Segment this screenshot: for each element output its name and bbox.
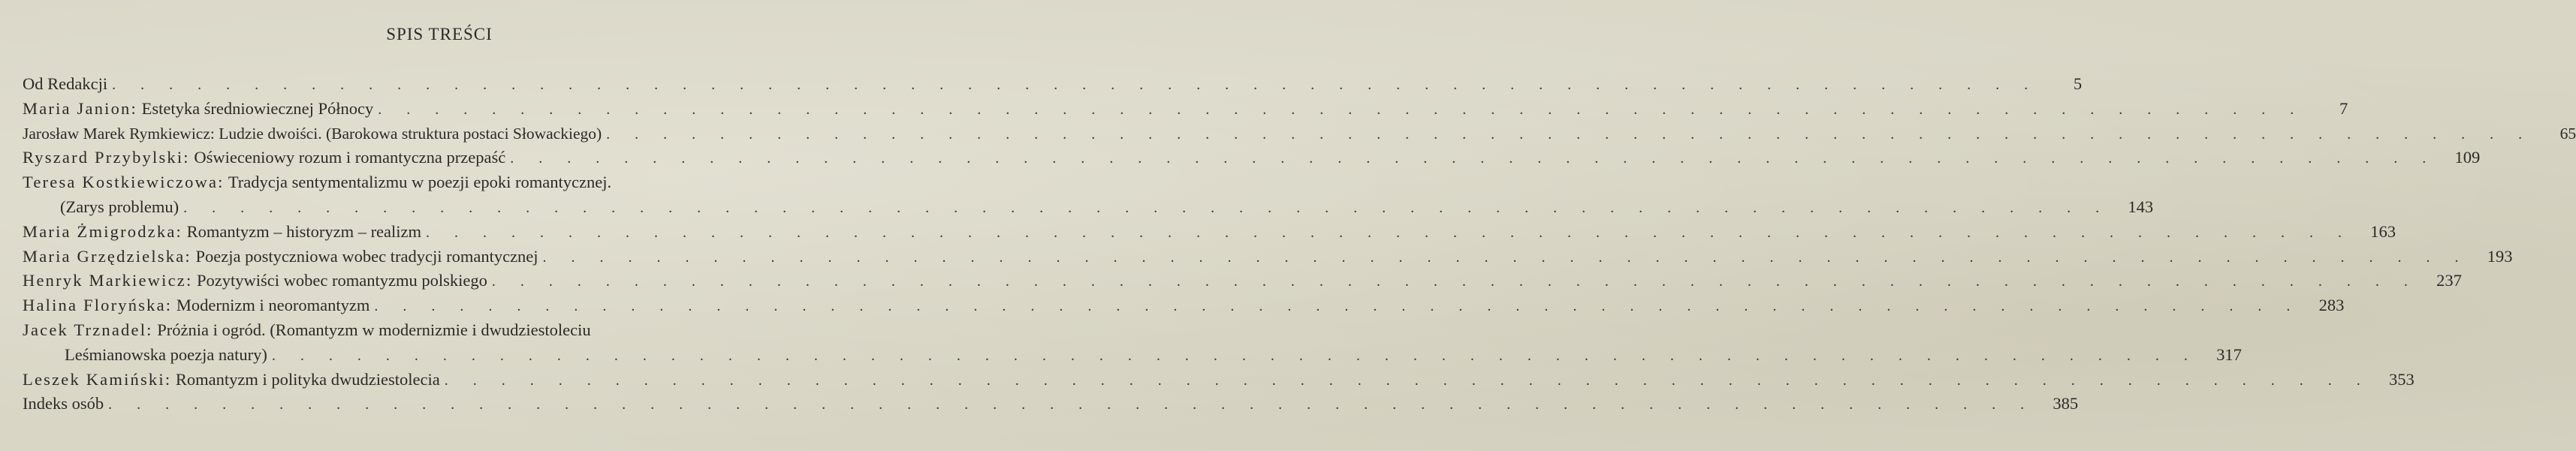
entry-title: Modernizm i neoromantyzm <box>176 296 370 315</box>
table-of-contents <box>23 72 2576 416</box>
entry-author: Jarosław Marek Rymkiewicz: <box>23 124 215 143</box>
toc-entry <box>23 122 2576 146</box>
dot-leader: . . . . . . . . . . . . . . . . . . . . . . . . . . . . . . . . . . . . . . . . . . . . . . . . . . . . . . . . . . . . . . . . . . . . <box>378 101 2305 118</box>
page-number: 7 <box>2339 98 2348 118</box>
entry-title: Indeks osób <box>23 394 104 413</box>
toc-entry <box>23 170 856 195</box>
toc-entry-continuation <box>23 195 2154 220</box>
toc-entry <box>23 220 2397 245</box>
page-number: 5 <box>2073 74 2083 93</box>
toc-entry <box>23 318 856 343</box>
dot-leader: . . . . . . . . . . . . . . . . . . . . . . . . . . . . . . . . . . . . . . . . . . . . . . . . . . . . . . . . . . . . . . . . . . . . <box>444 371 2371 389</box>
entry-author: Jacek Trznadel: <box>23 320 153 339</box>
entry-title: Romantyzm i polityka dwudziestolecia <box>175 369 440 389</box>
toc-entry <box>23 97 2348 122</box>
page-number: 143 <box>2128 197 2154 216</box>
toc-entry <box>23 293 2345 318</box>
entry-title: Poezja postyczniowa wobec tradycji romantycznej <box>195 246 538 266</box>
dot-leader: . . . . . . . . . . . . . . . . . . . . . . . . . . . . . . . . . . . . . . . . . . . . . . . . . . . . . . . . . . . . . . . . . . . . <box>510 150 2437 167</box>
dot-leader: . . . . . . . . . . . . . . . . . . . . . . . . . . . . . . . . . . . . . . . . . . . . . . . . . . . . . . . . . . . . . . . . . . . . <box>108 396 2035 413</box>
toc-entry <box>23 245 2513 269</box>
toc-entry <box>23 146 2481 170</box>
entry-author: Maria Janion: <box>23 98 137 118</box>
page-number: 237 <box>2436 271 2462 290</box>
toc-entry <box>23 368 2415 392</box>
toc-entry <box>23 392 2079 416</box>
page-number: 65 <box>2559 124 2576 143</box>
dot-leader: . . . . . . . . . . . . . . . . . . . . . . . . . . . . . . . . . . . . . . . . . . . . . . . . . . . . . . . . . . . . . . . . . . . . <box>426 224 2353 241</box>
toc-entry-continuation <box>23 343 2242 368</box>
entry-title: Estetyka średniowiecznej Północy <box>141 98 374 118</box>
entry-author: Maria Grzędzielska: <box>23 246 192 266</box>
entry-author: Henryk Markiewicz: <box>23 271 193 290</box>
dot-leader: . . . . . . . . . . . . . . . . . . . . . . . . . . . . . . . . . . . . . . . . . . . . . . . . . . . . . . . . . . . . . . . . . . . . <box>606 125 2533 143</box>
entry-author: Teresa Kostkiewiczowa: <box>23 173 225 192</box>
page-title: SPIS TREŚCI <box>386 25 493 44</box>
entry-title: Próżnia i ogród. (Romantyzm w modernizmie i dwudziestoleciu <box>157 320 591 339</box>
entry-title-continuation: (Zarys problemu) <box>60 197 179 216</box>
page-number: 385 <box>2053 394 2079 413</box>
dot-leader: . . . . . . . . . . . . . . . . . . . . . . . . . . . . . . . . . . . . . . . . . . . . . . . . . . . . . . . . . . . . . . . . . . . . <box>271 347 2198 364</box>
page-number: 193 <box>2487 246 2513 266</box>
entry-title: Pozytywiści wobec romantyzmu polskiego <box>197 271 487 290</box>
entry-title: Oświeceniowy rozum i romantyczna przepaść <box>194 148 506 167</box>
page-number: 283 <box>2318 296 2345 315</box>
entry-author: Maria Żmigrodzka: <box>23 221 182 241</box>
page-number: 317 <box>2216 344 2242 364</box>
toc-entry <box>23 72 2083 97</box>
dot-leader: . . . . . . . . . . . . . . . . . . . . . . . . . . . . . . . . . . . . . . . . . . . . . . . . . . . . . . . . . . . . . . . . . . . . <box>491 273 2418 290</box>
entry-title: Od Redakcji <box>23 74 108 93</box>
dot-leader: . . . . . . . . . . . . . . . . . . . . . . . . . . . . . . . . . . . . . . . . . . . . . . . . . . . . . . . . . . . . . . . . . . . . <box>183 199 2110 216</box>
entry-title: Tradycja sentymentalizmu w poezji epoki romantycznej. <box>228 173 612 192</box>
entry-title-continuation: Leśmianowska poezja natury) <box>65 344 267 364</box>
toc-entry <box>23 269 2462 293</box>
page-number: 109 <box>2454 148 2481 167</box>
dot-leader: . . . . . . . . . . . . . . . . . . . . . . . . . . . . . . . . . . . . . . . . . . . . . . . . . . . . . . . . . . . . . . . . . . . . <box>542 248 2469 266</box>
page-number: 353 <box>2388 369 2415 389</box>
entry-title: Ludzie dwoiści. (Barokowa struktura postaci Słowackiego) <box>219 124 602 143</box>
dot-leader: . . . . . . . . . . . . . . . . . . . . . . . . . . . . . . . . . . . . . . . . . . . . . . . . . . . . . . . . . . . . . . . . . . . . <box>374 298 2301 315</box>
entry-author: Leszek Kamiński: <box>23 369 172 389</box>
entry-author: Halina Floryńska: <box>23 296 173 315</box>
entry-title: Romantyzm – historyzm – realizm <box>186 221 422 241</box>
entry-author: Ryszard Przybylski: <box>23 148 190 167</box>
dot-leader: . . . . . . . . . . . . . . . . . . . . . . . . . . . . . . . . . . . . . . . . . . . . . . . . . . . . . . . . . . . . . . . . . . . . <box>112 77 2039 93</box>
page-number: 163 <box>2370 221 2397 241</box>
